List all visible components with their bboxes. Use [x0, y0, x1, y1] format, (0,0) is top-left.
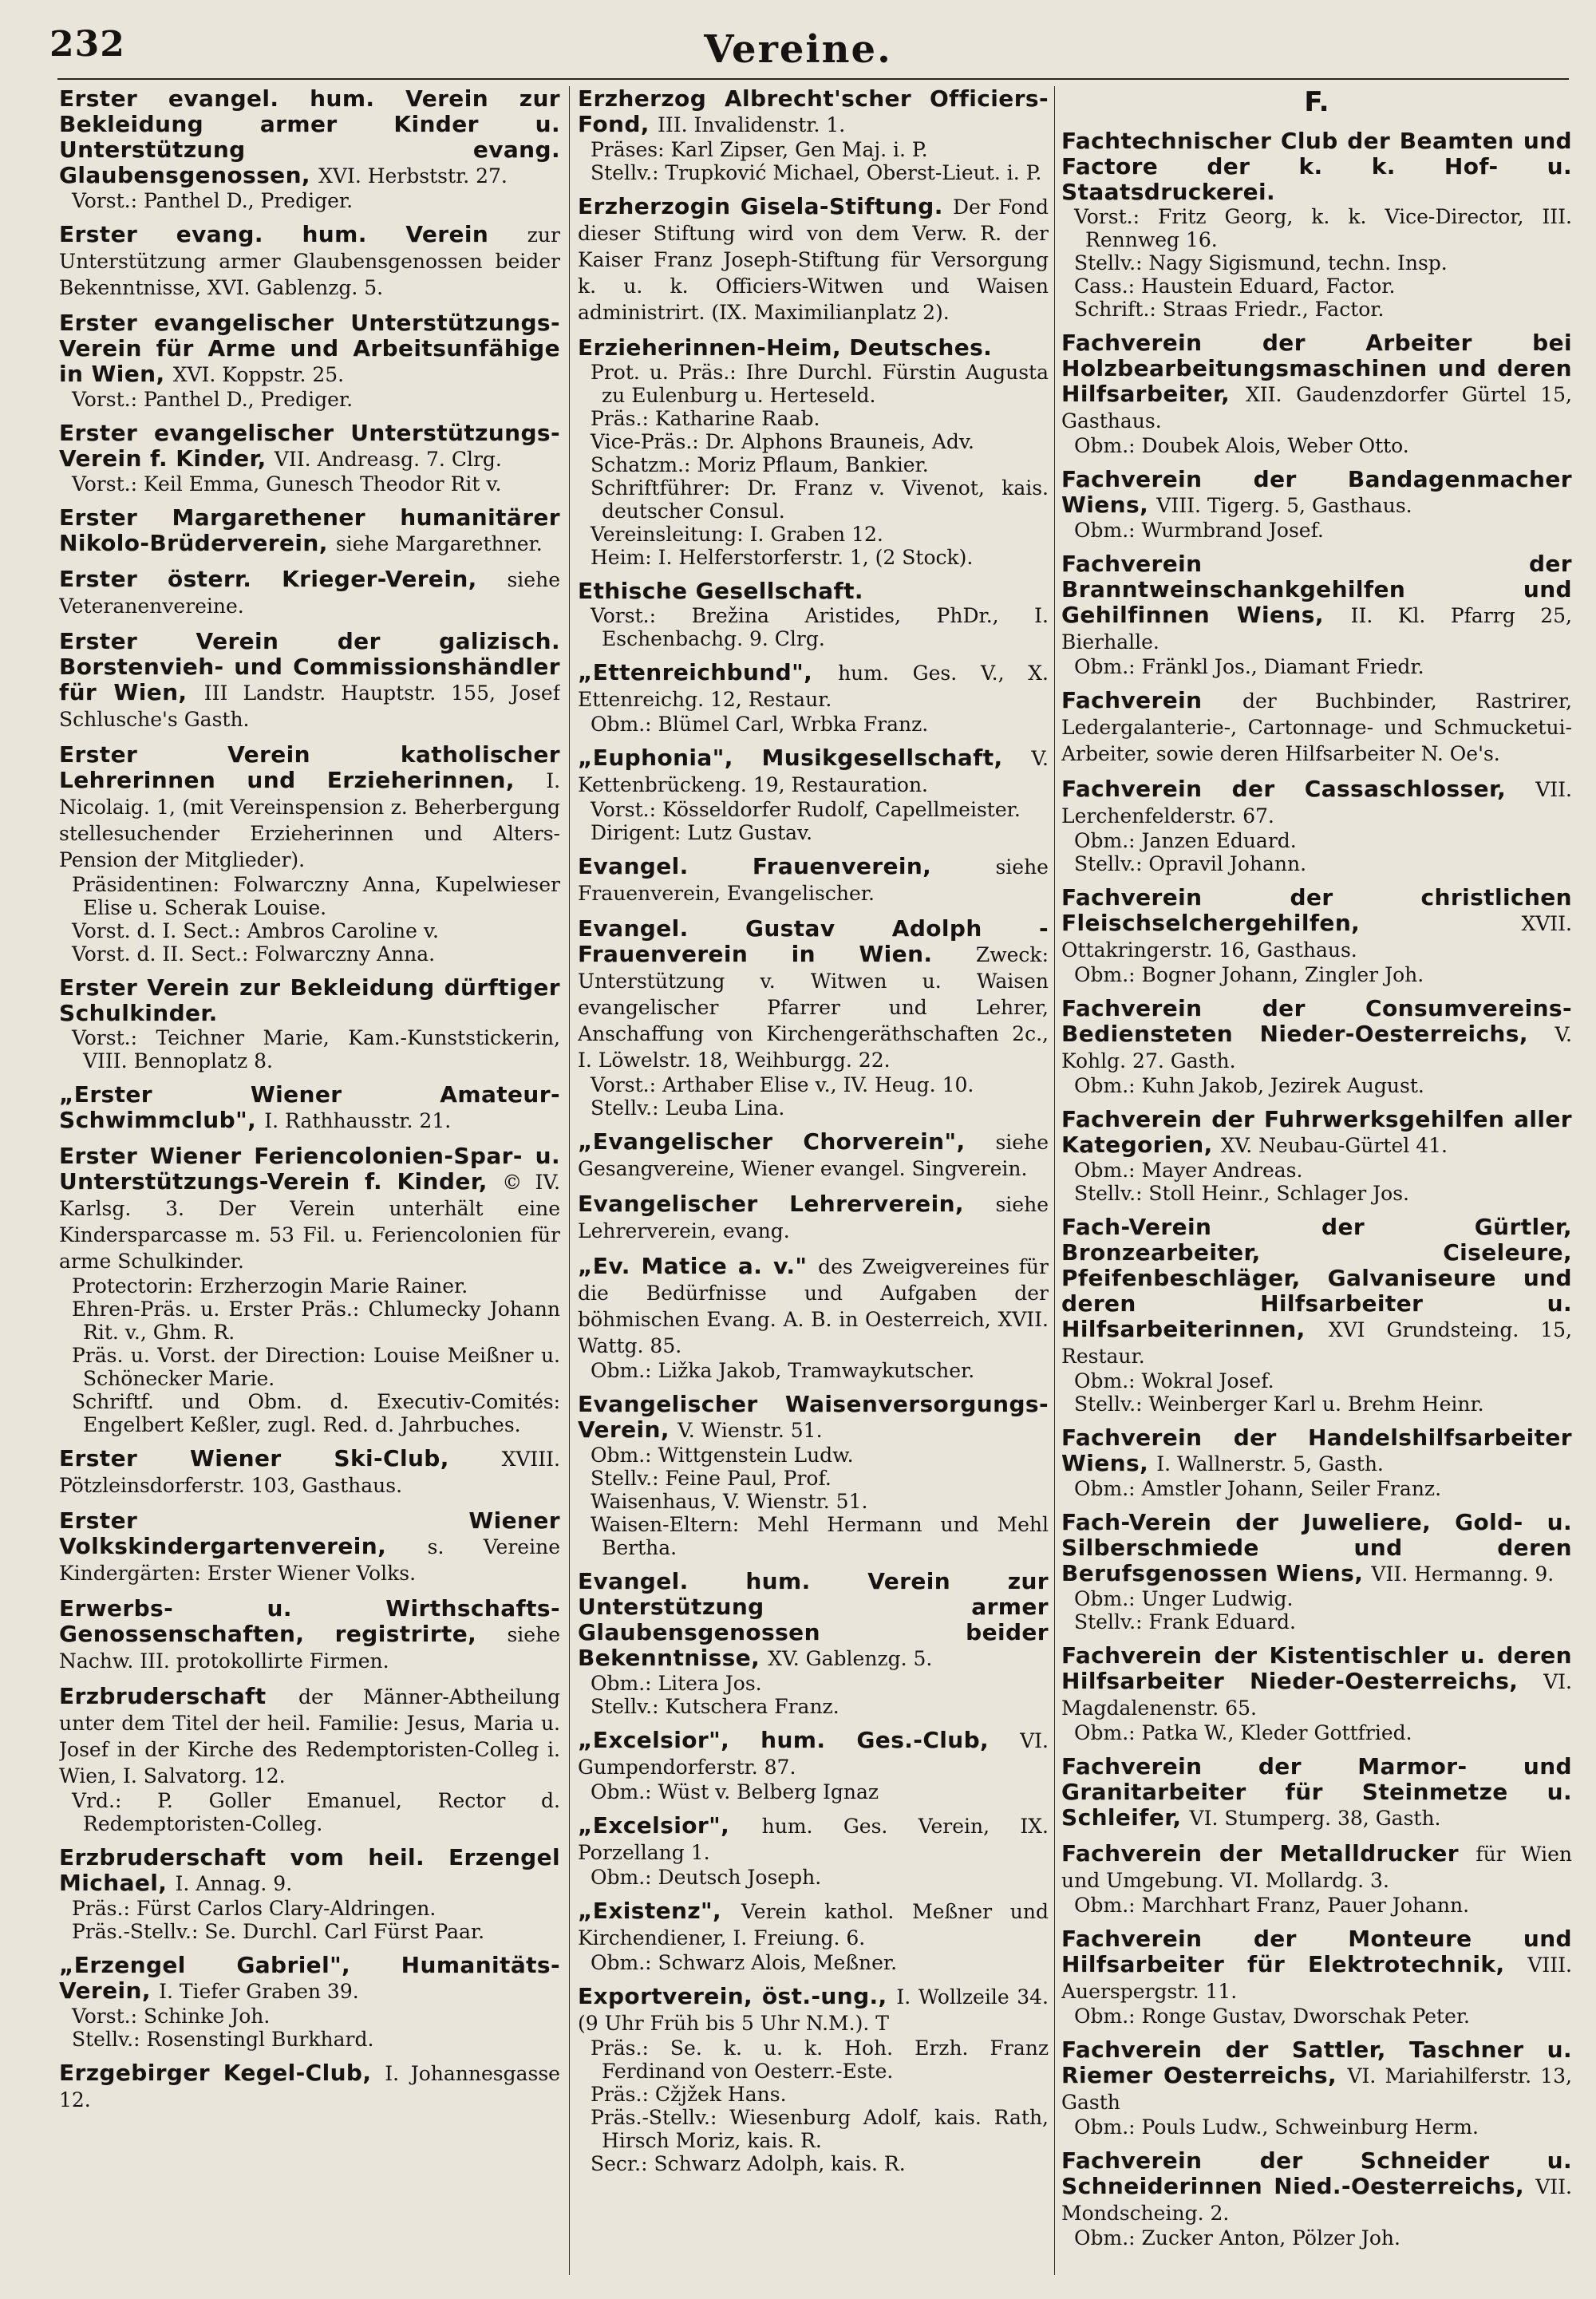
- entry-officer-line: Obm.: Litera Jos.: [591, 1672, 762, 1695]
- entry-name: Erster Verein katholischer Lehrerinnen und Erzieherinnen,: [59, 741, 560, 793]
- entry-officer-line: Vorst.: Teichner Marie, Kam.-Kunststickerin, VIII. Bennoplatz 8.: [72, 1026, 560, 1072]
- entry-address: VII. Mondscheing. 2.: [1061, 2175, 1572, 2225]
- entry-name: Fachverein der Metalldrucker: [1061, 1840, 1459, 1866]
- entry-officer-line: Stellv.: Rosenstingl Burkhard.: [72, 2028, 374, 2051]
- entry-address: V. Kohlg. 27. Gasth.: [1061, 1023, 1572, 1072]
- entry-name: Fachverein der Sattler, Taschner u. Riemer Oesterreichs,: [1061, 2036, 1572, 2088]
- entry-name: Erster Margarethener humanitärer Nikolo-Brüderverein,: [59, 504, 560, 556]
- entry-officer-line: Obm.: Janzen Eduard.: [1074, 829, 1297, 852]
- entry-name: Fachverein der Consumvereins-Bediensteten Nieder-Oesterreichs,: [1061, 995, 1572, 1047]
- directory-entry: [59, 2060, 560, 2113]
- entry-name: Fachtechnischer Club der Beamten und Factore der k. k. Hof- u. Staatsdruckerei.: [1061, 128, 1572, 205]
- entry-officer-line: Vorst.: Arthaber Elise v., IV. Heug. 10.: [591, 1073, 974, 1096]
- entry-heading: [1061, 128, 1572, 205]
- entry-officer-line: Vorst.: Kösseldorfer Rudolf, Capellmeister.: [591, 798, 1021, 821]
- entry-heading: [578, 1898, 1049, 1951]
- directory-entry: [59, 1508, 560, 1586]
- directory-entry: [59, 310, 560, 411]
- entry-officer-line: Obm.: Blümel Carl, Wrbka Franz.: [591, 713, 929, 736]
- entry-address: hum. Ges. V., X. Ettenreichg. 12, Restaur.: [578, 662, 1049, 711]
- entry-address: für Wien und Umgebung. VI. Mollardg. 3.: [1061, 1843, 1572, 1892]
- entry-name: Fachverein der Handelshilfsarbeiter Wiens,: [1061, 1424, 1572, 1476]
- entry-name: Erzbruderschaft vom heil. Erzengel Michael,: [59, 1844, 560, 1896]
- entry-officer-line: Prot. u. Präs.: Ihre Durchl. Fürstin Augusta zu Eulenburg u. Herteseld.: [591, 361, 1049, 407]
- directory-entry: [59, 86, 560, 212]
- entry-officer-line: Präs.: Fürst Carlos Clary-Aldringen.: [72, 1897, 437, 1920]
- entry-officer-line: Vorst.: Brežina Aristides, PhDr., I. Eschenbachg. 9. Clrg.: [591, 604, 1049, 650]
- entry-name: Fachverein: [1061, 687, 1203, 713]
- entry-heading: [59, 1144, 560, 1274]
- directory-entry: [59, 629, 560, 733]
- entry-officer-line: Schriftführer: Dr. Franz v. Vivenot, kais. deutscher Consul.: [591, 476, 1049, 523]
- directory-entry: [578, 1191, 1049, 1244]
- entry-address: VI. Magdalenenstr. 65.: [1061, 1670, 1572, 1720]
- entry-heading: [59, 742, 560, 873]
- entry-officer-line: Vereinsleitung: I. Graben 12.: [591, 523, 883, 546]
- entry-officer-line: Vorst. d. II. Sect.: Folwarczny Anna.: [72, 942, 436, 966]
- entry-address: XVI Grundsteing. 15, Restaur.: [1061, 1318, 1572, 1368]
- entry-name: Erster österr. Krieger-Verein,: [59, 566, 477, 592]
- entry-heading: [578, 916, 1049, 1073]
- entry-name: Erster Wiener Volkskindergartenverein,: [59, 1507, 560, 1559]
- entry-heading: [1061, 688, 1572, 767]
- entry-officer-line: Vorst. d. I. Sect.: Ambros Caroline v.: [72, 919, 439, 942]
- entry-officer-line: Obm.: Wittgenstein Ludw.: [591, 1444, 854, 1467]
- entry-name: Ethische Gesellschaft.: [578, 578, 863, 604]
- directory-entry: [59, 505, 560, 557]
- column-divider: [569, 86, 570, 2275]
- directory-entry: [59, 1144, 560, 1436]
- entry-name: „Erster Wiener Amateur-Schwimmclub",: [59, 1081, 560, 1133]
- entry-address: XV. Neubau-Gürtel 41.: [1220, 1134, 1448, 1157]
- directory-entry: [578, 335, 1049, 569]
- directory-entry: [578, 1728, 1049, 1803]
- entry-officer-line: Stellv.: Kutschera Franz.: [591, 1695, 839, 1718]
- entry-name: Fachverein der Schneider u. Schneiderinnen Nied.-Oesterreichs,: [1061, 2147, 1572, 2199]
- directory-entry: [1061, 1107, 1572, 1205]
- entry-heading: [1061, 467, 1572, 519]
- directory-entry: [1061, 1754, 1572, 1831]
- entry-heading: [578, 1813, 1049, 1866]
- entry-address: I. Wallnerstr. 5, Gasth.: [1156, 1452, 1384, 1475]
- page-number: 232: [49, 24, 125, 65]
- entry-officer-line: Obm.: Wurmbrand Josef.: [1074, 519, 1324, 542]
- entry-address: zur Unterstützung armer Glaubensgenossen beider Bekenntnisse, XVI. Gablenzg. 5.: [59, 223, 560, 299]
- entry-name: Erzherzog Albrecht'scher Officiers-Fond,: [578, 86, 1049, 137]
- entry-name: Fachverein der Cassaschlosser,: [1061, 776, 1507, 802]
- entry-officer-line: Obm.: Wüst v. Belberg Ignaz: [591, 1780, 879, 1803]
- entry-officer-line: Obm.: Unger Ludwig.: [1074, 1587, 1294, 1610]
- entry-officer-line: Obm.: Fränkl Jos., Diamant Friedr.: [1074, 655, 1424, 678]
- directory-entry: [1061, 2037, 1572, 2139]
- entry-heading: [1061, 551, 1572, 655]
- directory-entry: [1061, 1926, 1572, 2028]
- entry-name: „Euphonia", Musikgesellschaft,: [578, 745, 1003, 771]
- entry-heading: [59, 567, 560, 619]
- entry-heading: [578, 86, 1049, 138]
- entry-heading: [59, 1508, 560, 1586]
- entry-address: © IV. Karlsg. 3. Der Verein unterhält eine Kindersparcasse m. 53 Fil. u. Feriencolonien für arme Schulkinder.: [59, 1171, 560, 1273]
- entry-heading: [578, 1569, 1049, 1672]
- entry-officer-line: Obm.: Zucker Anton, Pölzer Joh.: [1074, 2226, 1400, 2250]
- directory-entry: [59, 222, 560, 301]
- entry-name: Erster evang. hum. Verein: [59, 221, 489, 247]
- directory-entry: [59, 1082, 560, 1134]
- entry-officer-line: Präs.: Se. k. u. k. Hoh. Erzh. Franz Ferdinand von Oesterr.-Este.: [591, 2036, 1049, 2083]
- entry-name: Erzieherinnen-Heim, Deutsches.: [578, 334, 993, 361]
- entry-address: I. Rathhausstr. 21.: [264, 1109, 452, 1132]
- entry-officer-line: Vorst.: Panthel D., Prediger.: [72, 388, 354, 411]
- entry-heading: [59, 86, 560, 189]
- entry-officer-line: Stellv.: Nagy Sigismund, techn. Insp.: [1074, 251, 1448, 275]
- directory-entry: [59, 567, 560, 619]
- column-1: [59, 86, 560, 2283]
- entry-officer-line: Heim: I. Helferstorferstr. 1, (2 Stock).: [591, 546, 974, 569]
- entry-officer-line: Obm.: Kuhn Jakob, Jezirek August.: [1074, 1074, 1424, 1097]
- directory-entry: [1061, 2148, 1572, 2250]
- entry-address: siehe Nachw. III. protokollirte Firmen.: [59, 1623, 560, 1673]
- entry-name: Fachverein der Marmor- und Granitarbeiter für Steinmetze u. Schleifer,: [1061, 1753, 1572, 1831]
- entry-officer-line: Präs.-Stellv.: Wiesenburg Adolf, kais. Rath, Hirsch Moriz, kais. R.: [591, 2106, 1049, 2152]
- entry-address: V. Wienstr. 51.: [678, 1419, 823, 1442]
- directory-entry: [1061, 776, 1572, 875]
- entry-name: „Evangelischer Chorverein",: [578, 1128, 966, 1155]
- entry-name: „Erzengel Gabriel", Humanitäts-Verein,: [59, 1952, 560, 2004]
- entry-officer-line: Stellv.: Feine Paul, Prof.: [591, 1467, 832, 1490]
- entry-heading: [59, 421, 560, 472]
- entry-heading: [59, 2060, 560, 2113]
- column-2: [578, 86, 1049, 2283]
- entry-address: siehe Veteranenvereine.: [59, 568, 560, 618]
- entry-heading: [59, 629, 560, 733]
- entry-address: der Buchbinder, Rastrirer, Ledergalanterie-, Cartonnage- und Schmucketui-Arbeiter, sowie deren Hilfsarbeiter N. Oe's.: [1061, 689, 1572, 765]
- entry-address: III. Invalidenstr. 1.: [658, 113, 846, 136]
- directory-entry: [59, 975, 560, 1072]
- entry-name: Fachverein der Arbeiter bei Holzbearbeitungsmaschinen und deren Hilfsarbeiter,: [1061, 330, 1572, 407]
- entry-address: I. Johannesgasse 12.: [59, 2062, 560, 2111]
- column-divider: [1054, 86, 1055, 2275]
- entry-name: „Existenz",: [578, 1898, 722, 1924]
- header-rule: [57, 78, 1569, 80]
- entry-address: XVIII. Pötzleinsdorferstr. 103, Gasthaus.: [59, 1448, 560, 1497]
- directory-entry: [1061, 885, 1572, 986]
- directory-entry: [59, 421, 560, 496]
- entry-name: Fachverein der Kistentischler u. deren Hilfsarbeiter Nieder-Oesterreichs,: [1061, 1642, 1572, 1694]
- entry-officer-line: Vorst.: Keil Emma, Gunesch Theodor Rit v.: [72, 472, 502, 496]
- entry-officer-line: Stellv.: Stoll Heinr., Schlager Jos.: [1074, 1182, 1410, 1205]
- directory-entry: [1061, 1643, 1572, 1744]
- entry-name: Erster Wiener Feriencolonien-Spar- u. Unterstützungs-Verein f. Kinder,: [59, 1143, 560, 1195]
- directory-entry: [578, 194, 1049, 326]
- directory-entry: [59, 742, 560, 966]
- entry-heading: [1061, 996, 1572, 1074]
- entry-officer-line: Protectorin: Erzherzogin Marie Rainer.: [72, 1274, 468, 1298]
- entry-name: Erzherzogin Gisela-Stiftung.: [578, 193, 943, 219]
- entry-name: Fachverein der Monteure und Hilfsarbeiter für Elektrotechnik,: [1061, 1926, 1572, 1977]
- entry-address: s. Vereine Kindergärten: Erster Wiener Volks.: [59, 1535, 560, 1585]
- directory-entry: [1061, 1841, 1572, 1917]
- entry-officer-line: Stellv.: Opravil Johann.: [1074, 852, 1307, 875]
- entry-heading: [1061, 1215, 1572, 1369]
- entry-address: I. Tiefer Graben 39.: [159, 1980, 359, 2003]
- entry-address: XV. Gablenzg. 5.: [768, 1647, 933, 1670]
- entry-heading: [1061, 1926, 1572, 2005]
- entry-name: Erster Verein der galizisch. Borstenvieh- und Commissionshändler für Wien,: [59, 628, 560, 705]
- entry-heading: [1061, 1510, 1572, 1587]
- entry-officer-line: Waisenhaus, V. Wienstr. 51.: [591, 1490, 868, 1513]
- entry-address: Zweck: Unterstützung v. Witwen u. Waisen evangelischer Pfarrer und Lehrer, Anschaffung von Kirchengeräthschaften 2c., I. Löwelstr. 18, Weihburgg. 22.: [578, 943, 1049, 1072]
- entry-officer-line: Obm.: Doubek Alois, Weber Otto.: [1074, 434, 1409, 457]
- directory-entry: [578, 916, 1049, 1120]
- entry-heading: [59, 1596, 560, 1674]
- column-3: [1061, 86, 1572, 2283]
- directory-entry: [578, 1569, 1049, 1718]
- directory-entry: [1061, 996, 1572, 1097]
- entry-name: Exportverein, öst.-ung.,: [578, 1983, 887, 2009]
- entry-officer-line: Vorst.: Fritz Georg, k. k. Vice-Director, III. Rennweg 16.: [1074, 205, 1572, 251]
- entry-address: II. Kl. Pfarrg 25, Bierhalle.: [1061, 604, 1572, 654]
- entry-officer-line: Präses: Karl Zipser, Gen Maj. i. P.: [591, 138, 928, 161]
- entry-heading: [578, 1191, 1049, 1244]
- entry-name: Erwerbs- u. Wirthschafts-Genossenschaften, registrirte,: [59, 1595, 560, 1647]
- entry-officer-line: Obm.: Schwarz Alois, Meßner.: [591, 1951, 898, 1974]
- entry-address: VI. Gumpendorferstr. 87.: [578, 1729, 1049, 1779]
- entry-officer-line: Obm.: Patka W., Kleder Gottfried.: [1074, 1721, 1412, 1744]
- entry-heading: [1061, 1425, 1572, 1477]
- entry-address: siehe Frauenverein, Evangelischer.: [578, 855, 1049, 905]
- entry-officer-line: Vrd.: P. Goller Emanuel, Rector d. Redemptoristen-Colleg.: [72, 1789, 560, 1835]
- entry-address: V. Kettenbrückeng. 19, Restauration.: [578, 747, 1049, 796]
- entry-heading: [59, 1446, 560, 1499]
- entry-heading: [578, 579, 1049, 604]
- entry-address: XVI. Herbststr. 27.: [318, 164, 508, 188]
- directory-entry: [59, 1684, 560, 1835]
- entry-name: Evangel. hum. Verein zur Unterstützung armer Glaubensgenossen beider Bekenntnisse,: [578, 1568, 1049, 1671]
- entry-officer-line: Schriftf. und Obm. d. Executiv-Comités: Engelbert Keßler, zugl. Red. d. Jahrbuches.: [72, 1390, 560, 1436]
- entry-name: Erzgebirger Kegel-Club,: [59, 2060, 372, 2086]
- entry-heading: [578, 745, 1049, 798]
- entry-heading: [59, 505, 560, 557]
- directory-entry: [578, 1129, 1049, 1182]
- entry-name: Erster Wiener Ski-Club,: [59, 1445, 449, 1471]
- entry-officer-line: Vice-Präs.: Dr. Alphons Brauneis, Adv.: [591, 430, 975, 453]
- entry-heading: [1061, 2148, 1572, 2226]
- entry-name: Fach-Verein der Gürtler, Bronzearbeiter, Ciseleure, Pfeifenbeschläger, Galvaniseure und deren Hilfsarbeiter u. Hilfsarbeiterinnen,: [1061, 1214, 1572, 1342]
- entry-heading: [578, 1254, 1049, 1359]
- entry-heading: [1061, 330, 1572, 434]
- entry-name: Fach-Verein der Juweliere, Gold- u. Silberschmiede und deren Berufsgenossen Wiens,: [1061, 1509, 1572, 1586]
- directory-entry: [1061, 1510, 1572, 1633]
- entry-officer-line: Schrift.: Straas Friedr., Factor.: [1074, 298, 1385, 321]
- entry-address: siehe Gesangvereine, Wiener evangel. Singverein.: [578, 1131, 1049, 1180]
- entry-name: „Ettenreichbund",: [578, 659, 813, 685]
- entry-name: „Ev. Matice a. v.": [578, 1253, 808, 1279]
- directory-entry: [578, 1392, 1049, 1559]
- entry-officer-line: Obm.: Wokral Josef.: [1074, 1369, 1274, 1392]
- directory-entry: [578, 1984, 1049, 2175]
- entry-name: Fachverein der Branntweinschankgehilfen und Gehilfinnen Wiens,: [1061, 551, 1572, 628]
- entry-officer-line: Secr.: Schwarz Adolph, kais. R.: [591, 2152, 906, 2175]
- entry-address: VIII. Tigerg. 5, Gasthaus.: [1156, 494, 1412, 517]
- entry-heading: [1061, 1643, 1572, 1721]
- directory-entry: [578, 660, 1049, 736]
- directory-entry: [1061, 1425, 1572, 1500]
- directory-entry: [578, 1254, 1049, 1382]
- entry-address: III Landstr. Hauptstr. 155, Josef Schlusche's Gasth.: [59, 681, 560, 731]
- entry-address: VI. Mariahilferstr. 13, Gasth: [1061, 2064, 1572, 2114]
- entry-officer-line: Obm.: Deutsch Joseph.: [591, 1866, 822, 1889]
- entry-officer-line: Ehren-Präs. u. Erster Präs.: Chlumecky Johann Rit. v., Ghm. R.: [72, 1298, 560, 1344]
- entry-officer-line: Obm.: Ronge Gustav, Dworschak Peter.: [1074, 2005, 1471, 2028]
- entry-name: Fachverein der christlichen Fleischselchergehilfen,: [1061, 884, 1572, 936]
- directory-entry: [578, 854, 1049, 907]
- entry-heading: [578, 335, 1049, 361]
- entry-address: siehe Margarethner.: [335, 532, 543, 555]
- entry-address: VIII. Auerspergstr. 11.: [1061, 1953, 1572, 2003]
- entry-name: Fachverein der Bandagenmacher Wiens,: [1061, 466, 1572, 518]
- entry-officer-line: Obm.: Mayer Andreas.: [1074, 1159, 1303, 1182]
- entry-heading: [59, 1953, 560, 2005]
- entry-heading: [1061, 1107, 1572, 1159]
- entry-name: Erster evangelischer Unterstützungs-Verein für Arme und Arbeitsunfähige in Wien,: [59, 310, 560, 387]
- entry-name: Evangelischer Waisenversorgungs-Verein,: [578, 1391, 1049, 1443]
- entry-officer-line: Präs. u. Vorst. der Direction: Louise Meißner u. Schönecker Marie.: [72, 1344, 560, 1390]
- entry-address: siehe Lehrerverein, evang.: [578, 1193, 1049, 1242]
- entry-address: Der Fond dieser Stiftung wird von dem Verw. R. der Kaiser Franz Joseph-Stiftung für Versorgung k. u. k. Officiers-Witwen und Waisen administrirt. (IX. Maximilianplatz 2).: [578, 196, 1049, 324]
- entry-heading: [1061, 885, 1572, 963]
- entry-name: Erster evangelischer Unterstützungs-Verein f. Kinder,: [59, 420, 560, 472]
- directory-entry: [59, 1446, 560, 1499]
- entry-officer-line: Obm.: Pouls Ludw., Schweinburg Herm.: [1074, 2115, 1479, 2139]
- entry-officer-line: Vorst.: Schinke Joh.: [72, 2005, 271, 2028]
- entry-heading: [578, 1984, 1049, 2036]
- entry-officer-line: Obm.: Ližka Jakob, Tramwaykutscher.: [591, 1359, 975, 1382]
- entry-officer-line: Präs.-Stellv.: Se. Durchl. Carl Fürst Paar.: [72, 1920, 485, 1943]
- entry-heading: [578, 1392, 1049, 1444]
- entry-heading: [59, 1082, 560, 1134]
- entry-heading: [578, 194, 1049, 326]
- directory-entry: [59, 1953, 560, 2051]
- directory-entry: [1061, 688, 1572, 767]
- entry-heading: [1061, 1754, 1572, 1831]
- entry-name: Evangelischer Lehrerverein,: [578, 1191, 964, 1217]
- entry-address: XVI. Koppstr. 25.: [172, 363, 345, 386]
- entry-officer-line: Stellv.: Weinberger Karl u. Brehm Heinr.: [1074, 1392, 1484, 1416]
- entry-heading: [578, 1129, 1049, 1182]
- entry-name: Erzbruderschaft: [59, 1683, 267, 1709]
- entry-officer-line: Cass.: Haustein Eduard, Factor.: [1074, 275, 1396, 298]
- entry-heading: [1061, 2037, 1572, 2115]
- entry-address: XVII. Ottakringerstr. 16, Gasthaus.: [1061, 912, 1572, 962]
- entry-officer-line: Schatzm.: Moriz Pflaum, Bankier.: [591, 453, 929, 476]
- entry-name: Evangel. Frauenverein,: [578, 853, 932, 879]
- entry-address: VII. Andreasg. 7. Clrg.: [274, 448, 502, 471]
- directory-entry: [578, 1898, 1049, 1974]
- directory-entry: [1061, 467, 1572, 542]
- entry-name: „Excelsior", hum. Ges.-Club,: [578, 1727, 990, 1753]
- entry-address: I. Nicolaig. 1, (mit Vereinspension z. Beherbergung stellesuchender Erzieherinnen und Alters-Pension der Mitglieder).: [59, 769, 560, 871]
- directory-entry: [578, 86, 1049, 184]
- directory-entry: [59, 1596, 560, 1674]
- entry-heading: [578, 1728, 1049, 1780]
- entry-address: XII. Gaudenzdorfer Gürtel 15, Gasthaus.: [1061, 383, 1572, 433]
- entry-name: Erster evangel. hum. Verein zur Bekleidung armer Kinder u. Unterstützung evang. Glaubensgenossen,: [59, 86, 560, 188]
- entry-heading: [1061, 776, 1572, 829]
- entry-name: Erster Verein zur Bekleidung dürftiger Schulkinder.: [59, 974, 560, 1026]
- entry-officer-line: Obm.: Amstler Johann, Seiler Franz.: [1074, 1477, 1442, 1500]
- entry-officer-line: Stellv.: Trupković Michael, Oberst-Lieut. i. P.: [591, 161, 1042, 184]
- entry-address: I. Annag. 9.: [175, 1872, 293, 1895]
- entry-heading: [578, 854, 1049, 907]
- entry-heading: [59, 975, 560, 1026]
- entry-officer-line: Dirigent: Lutz Gustav.: [591, 821, 813, 844]
- entry-address: der Männer-Abtheilung unter dem Titel der heil. Familie: Jesus, Maria u. Josef in der Kirche des Redemptoristen-Colleg i. Wien, I. Salvatorg. 12.: [59, 1685, 560, 1787]
- directory-entry: [578, 745, 1049, 844]
- entry-address: VII. Hermanng. 9.: [1371, 1562, 1555, 1586]
- entry-officer-line: Obm.: Marchhart Franz, Pauer Johann.: [1074, 1894, 1470, 1917]
- entry-heading: [59, 222, 560, 301]
- entry-heading: [59, 310, 560, 388]
- entry-name: Evangel. Gustav Adolph - Frauenverein in Wien.: [578, 915, 1049, 967]
- entry-address: des Zweigvereines für die Bedürfnisse und Aufgaben der böhmischen Evang. A. B. in Oesterreich, XVII. Wattg. 85.: [578, 1255, 1049, 1357]
- entry-officer-line: Vorst.: Panthel D., Prediger.: [72, 189, 354, 212]
- entry-address: VI. Stumperg. 38, Gasth.: [1189, 1807, 1441, 1830]
- entry-officer-line: Präs.: Cžjžek Hans.: [591, 2083, 787, 2106]
- directory-entry: [578, 1813, 1049, 1889]
- section-letter: F.: [1304, 86, 1329, 118]
- entry-heading: [59, 1684, 560, 1789]
- entry-name: „Excelsior",: [578, 1812, 730, 1839]
- entry-officer-line: Präs.: Katharine Raab.: [591, 407, 820, 430]
- page-title: Vereine.: [704, 27, 892, 72]
- directory-entry: [59, 1845, 560, 1943]
- entry-address: VII. Lerchenfelderstr. 67.: [1061, 778, 1572, 828]
- entry-heading: [578, 660, 1049, 713]
- entry-address: I. Wollzeile 34. (9 Uhr Früh bis 5 Uhr N.M.). T: [578, 1985, 1049, 2035]
- entry-officer-line: Waisen-Eltern: Mehl Hermann und Mehl Bertha.: [591, 1513, 1049, 1559]
- directory-entry: [1061, 551, 1572, 678]
- entry-officer-line: Stellv.: Frank Eduard.: [1074, 1610, 1296, 1633]
- entry-officer-line: Obm.: Bogner Johann, Zingler Joh.: [1074, 963, 1424, 986]
- entry-address: Verein kathol. Meßner und Kirchendiener, I. Freiung. 6.: [578, 1900, 1049, 1949]
- entry-officer-line: Stellv.: Leuba Lina.: [591, 1096, 785, 1120]
- entry-name: Fachverein der Fuhrwerksgehilfen aller Kategorien,: [1061, 1106, 1572, 1158]
- entry-heading: [1061, 1841, 1572, 1894]
- entry-address: hum. Ges. Verein, IX. Porzellang 1.: [578, 1815, 1049, 1864]
- entry-heading: [59, 1845, 560, 1897]
- directory-entry: [578, 579, 1049, 650]
- directory-entry: [1061, 128, 1572, 321]
- entry-officer-line: Präsidentinen: Folwarczny Anna, Kupelwieser Elise u. Scherak Louise.: [72, 873, 560, 919]
- directory-entry: [1061, 1215, 1572, 1416]
- directory-entry: [1061, 330, 1572, 457]
